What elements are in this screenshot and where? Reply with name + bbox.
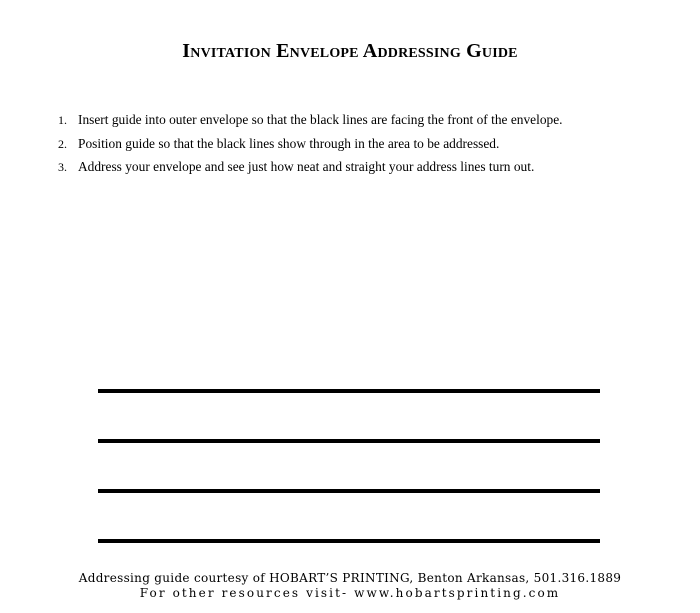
instruction-item: [58, 134, 563, 158]
instruction-number: 1.: [58, 113, 67, 127]
address-line: [98, 489, 600, 493]
instruction-text: Position guide so that the black lines show through in the area to be addressed.: [78, 135, 500, 151]
page-title: Invitation Envelope Addressing Guide: [182, 40, 518, 62]
address-line: [98, 539, 600, 543]
instruction-number: 3.: [58, 160, 67, 174]
footer-credit: Addressing guide courtesy of HOBART’S PRINTING, Benton Arkansas, 501.316.1889: [78, 571, 622, 585]
address-line: [98, 389, 600, 393]
address-line: [98, 439, 600, 443]
instruction-item: [58, 157, 563, 181]
instruction-number: 2.: [58, 136, 67, 151]
instruction-item: [58, 110, 563, 134]
instruction-text: Address your envelope and see just how neat and straight your address lines turn out.: [78, 159, 535, 174]
address-guide-lines: [98, 389, 600, 589]
footer-website: For other resources visit- www.hobartsprinting.com: [139, 586, 561, 600]
instruction-list: [58, 110, 563, 181]
instruction-text: Insert guide into outer envelope so that the black lines are facing the front of the envelope.: [78, 112, 563, 127]
